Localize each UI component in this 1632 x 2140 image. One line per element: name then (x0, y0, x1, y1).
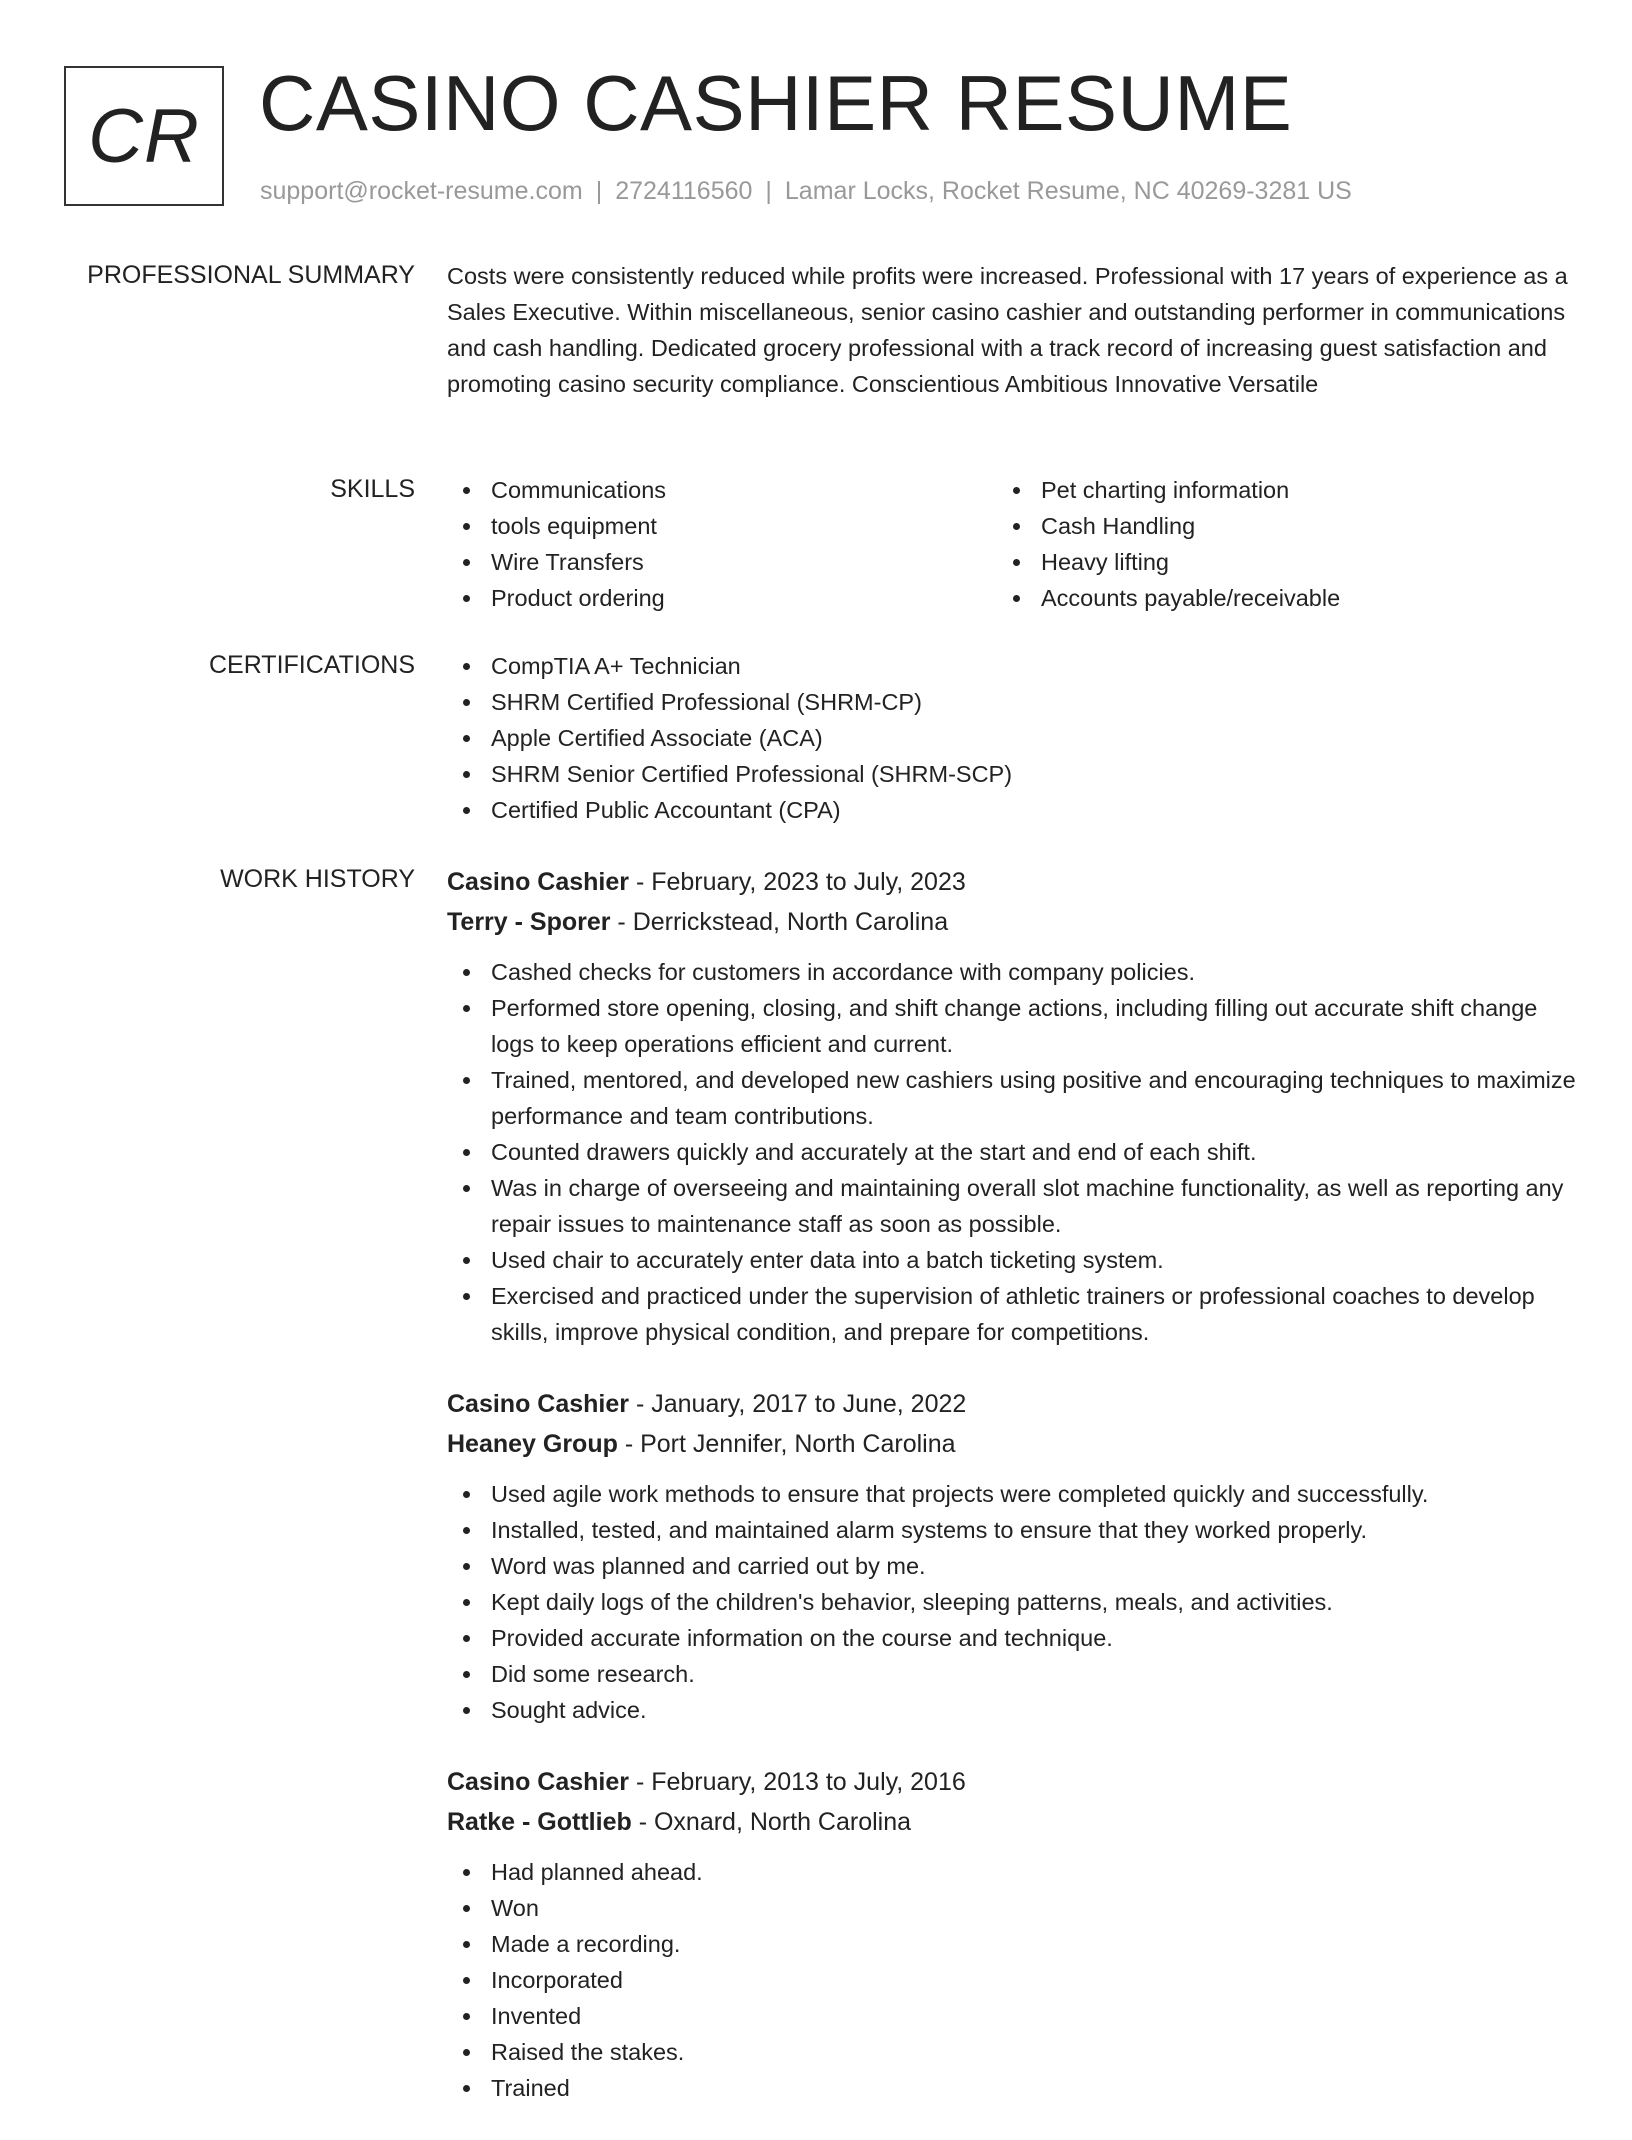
skill-item: Wire Transfers (447, 544, 997, 580)
job-bullets (447, 954, 1577, 1350)
job-bullet: Raised the stakes. (447, 2034, 1577, 2070)
certifications-content (447, 648, 1577, 828)
job-company-line (447, 1424, 1577, 1464)
job-location: - Port Jennifer, North Carolina (617, 1430, 956, 1458)
skill-item: Product ordering (447, 580, 997, 616)
job-bullet: Invented (447, 1998, 1577, 2034)
job-bullet: Used agile work methods to ensure that projects were completed quickly and successfully. (447, 1476, 1577, 1512)
job-bullet: Trained, mentored, and developed new cashiers using positive and encouraging techniques to maximize performance and team contributions. (447, 1062, 1577, 1134)
job-bullet: Word was planned and carried out by me. (447, 1548, 1577, 1584)
job-bullet: Exercised and practiced under the supervision of athletic trainers or professional coaches to develop skills, improve physical condition, and prepare for competitions. (447, 1278, 1577, 1350)
job-dates: - February, 2013 to July, 2016 (629, 1768, 966, 1796)
job-bullet: Used chair to accurately enter data into a batch ticketing system. (447, 1242, 1577, 1278)
job-bullet: Trained (447, 2070, 1577, 2106)
job-company: Heaney Group (447, 1430, 618, 1458)
job-bullets (447, 1854, 1577, 2106)
job-company: Terry - Sporer (447, 908, 611, 936)
job-bullet: Sought advice. (447, 1692, 1577, 1728)
job-bullet: Incorporated (447, 1962, 1577, 1998)
job-location: - Oxnard, North Carolina (631, 1808, 912, 1836)
job-entry (447, 862, 1577, 1350)
skills-list-right (997, 472, 1547, 616)
skill-item: tools equipment (447, 508, 997, 544)
job-role: Casino Cashier (447, 868, 630, 896)
certification-item: SHRM Senior Certified Professional (SHRM-SCP) (447, 756, 1577, 792)
job-bullet: Made a recording. (447, 1926, 1577, 1962)
certifications-list (447, 648, 1577, 828)
job-bullet: Did some research. (447, 1656, 1577, 1692)
job-bullet: Installed, tested, and maintained alarm systems to ensure that they worked properly. (447, 1512, 1577, 1548)
section-label-skills: SKILLS (330, 475, 415, 503)
section-label-work-history: WORK HISTORY (220, 865, 415, 893)
contact-phone: 2724116560 (615, 177, 753, 205)
job-role: Casino Cashier (447, 1390, 630, 1418)
skill-item: Communications (447, 472, 997, 508)
skill-item: Heavy lifting (997, 544, 1547, 580)
job-bullet: Provided accurate information on the course and technique. (447, 1620, 1577, 1656)
job-entry (447, 1762, 1577, 2106)
job-title-line (447, 1762, 1577, 1802)
section-label-certifications: CERTIFICATIONS (208, 651, 415, 679)
skill-item: Pet charting information (997, 472, 1547, 508)
job-dates: - February, 2023 to July, 2023 (629, 868, 966, 896)
job-company-line (447, 1802, 1577, 1842)
certification-item: CompTIA A+ Technician (447, 648, 1577, 684)
page-title: CASINO CASHIER RESUME (259, 59, 1293, 147)
job-company-line (447, 902, 1577, 942)
contact-address: Lamar Locks, Rocket Resume, NC 40269-3281 US (784, 177, 1352, 205)
job-bullets (447, 1476, 1577, 1728)
contact-separator: | (765, 177, 772, 205)
skill-item: Cash Handling (997, 508, 1547, 544)
job-dates: - January, 2017 to June, 2022 (629, 1390, 967, 1418)
job-title-line (447, 1384, 1577, 1424)
monogram-logo: CR (64, 66, 224, 206)
work-history-content (447, 862, 1577, 2140)
job-bullet: Kept daily logs of the children's behavior, sleeping patterns, meals, and activities. (447, 1584, 1577, 1620)
job-location: - Derrickstead, North Carolina (610, 908, 949, 936)
job-bullet: Won (447, 1890, 1577, 1926)
job-bullet: Performed store opening, closing, and shift change actions, including filling out accurate shift change logs to keep operations efficient and current. (447, 990, 1577, 1062)
summary-text: Costs were consistently reduced while profits were increased. Professional with 17 years of experience as a Sales Executive. Within miscellaneous, senior casino cashier and outstanding performer in communications and cash handling. Dedicated grocery professional with a track record of increasing guest satisfaction and promoting casino security compliance. Conscientious Ambitious Innovative Versatile (447, 263, 1568, 397)
job-role: Casino Cashier (447, 1768, 630, 1796)
job-entry (447, 1384, 1577, 1728)
contact-email: support@rocket-resume.com (260, 177, 583, 205)
job-bullet: Was in charge of overseeing and maintaining overall slot machine functionality, as well as reporting any repair issues to maintenance staff as soon as possible. (447, 1170, 1577, 1242)
job-title-line (447, 862, 1577, 902)
skills-content (447, 472, 1577, 616)
certification-item: Apple Certified Associate (ACA) (447, 720, 1577, 756)
job-bullet: Cashed checks for customers in accordance with company policies. (447, 954, 1577, 990)
skill-item: Accounts payable/receivable (997, 580, 1547, 616)
job-bullet: Counted drawers quickly and accurately at the start and end of each shift. (447, 1134, 1577, 1170)
contact-separator: | (595, 177, 603, 205)
summary-content (447, 258, 1577, 402)
job-company: Ratke - Gottlieb (447, 1808, 632, 1836)
skills-list-left (447, 472, 997, 616)
certification-item: Certified Public Accountant (CPA) (447, 792, 1577, 828)
certification-item: SHRM Certified Professional (SHRM-CP) (447, 684, 1577, 720)
section-label-summary: PROFESSIONAL SUMMARY (87, 261, 415, 289)
job-bullet: Had planned ahead. (447, 1854, 1577, 1890)
contact-line (260, 176, 1352, 206)
